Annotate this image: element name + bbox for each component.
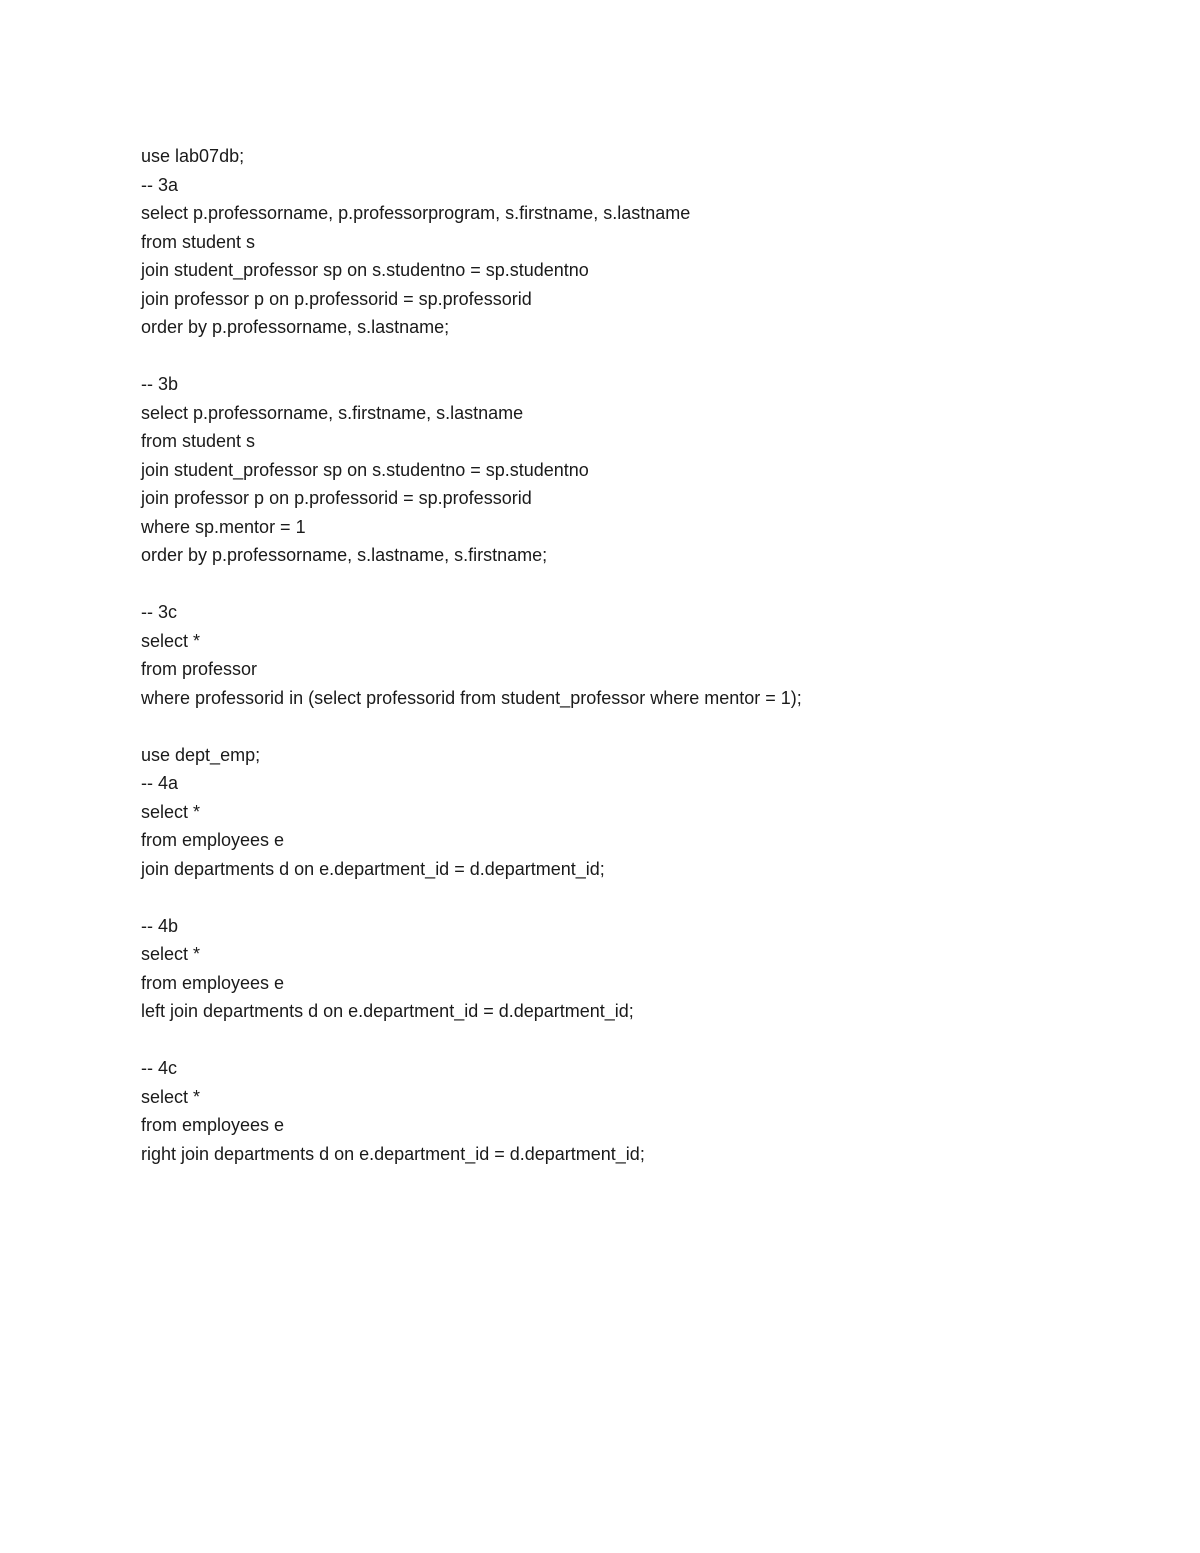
blank-line: [141, 570, 1101, 599]
text-line: select *: [141, 1086, 201, 1107]
text-line: join student_professor sp on s.studentno = sp.studentno: [141, 260, 589, 280]
text-line: use dept_emp;: [141, 744, 261, 765]
text-line: select *: [141, 944, 201, 964]
blank-line: [141, 883, 1101, 912]
sql-text-block: [141, 142, 1101, 1168]
text-line: from employees e: [141, 830, 285, 850]
text-line: where professorid in (select professorid from student_professor where mentor = 1);: [141, 687, 802, 708]
text-line: order by p.professorname, s.lastname, s.firstname;: [141, 545, 548, 565]
text-line: left join departments d on e.department_id = d.department_id;: [141, 1001, 634, 1021]
text-line: right join departments d on e.department_id = d.department_id;: [141, 1143, 645, 1164]
comment-line: -- 4a: [141, 773, 179, 793]
comment-line: -- 3c: [141, 602, 177, 622]
text-line: select *: [141, 630, 201, 651]
comment-line: -- 3b: [141, 374, 179, 394]
comment-line: -- 4b: [141, 915, 179, 936]
text-line: use lab07db;: [141, 146, 245, 166]
comment-line: -- 4c: [141, 1058, 177, 1078]
text-line: where sp.mentor = 1: [141, 516, 306, 537]
text-line: from professor: [141, 659, 258, 679]
text-line: join professor p on p.professorid = sp.professorid: [141, 288, 532, 309]
text-line: select p.professorname, s.firstname, s.lastname: [141, 402, 524, 423]
text-line: from employees e: [141, 972, 285, 993]
text-line: from student s: [141, 431, 256, 451]
text-line: join professor p on p.professorid = sp.professorid: [141, 488, 532, 508]
text-line: from student s: [141, 231, 256, 252]
text-line: join departments d on e.department_id = d.department_id;: [141, 858, 605, 879]
text-line: join student_professor sp on s.studentno = sp.studentno: [141, 459, 589, 480]
text-line: select *: [141, 801, 201, 822]
comment-line: -- 3a: [141, 174, 179, 195]
blank-line: [141, 342, 1101, 371]
blank-line: [141, 712, 1101, 741]
text-line: from employees e: [141, 1115, 285, 1135]
text-line: select p.professorname, p.professorprogram, s.firstname, s.lastname: [141, 203, 691, 223]
blank-line: [141, 1026, 1101, 1055]
text-line: order by p.professorname, s.lastname;: [141, 317, 450, 337]
